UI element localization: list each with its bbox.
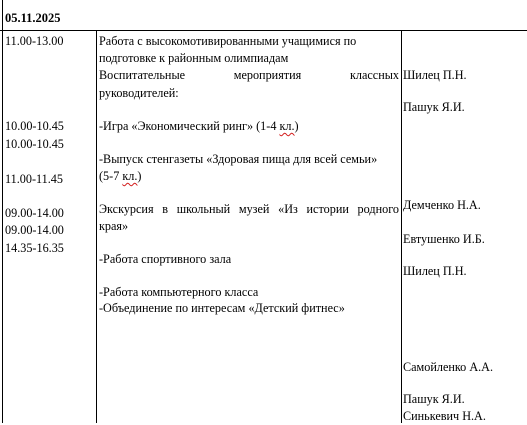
time-slot: 10.00-10.45 <box>5 119 64 133</box>
responsible-person: Демченко Н.А. <box>403 198 481 212</box>
event-olympiad-line2: подготовке к районным олимпиадам <box>99 51 289 65</box>
event-educational-line2: руководителей: <box>99 86 179 100</box>
time-slot: 09.00-14.00 <box>5 206 64 220</box>
closing-paren: ) <box>137 169 142 183</box>
time-slot: 09.00-14.00 <box>5 223 64 237</box>
event-computer-class: -Работа компьютерного класса <box>99 285 259 299</box>
event-fitness-club: -Объединение по интересам «Детский фитнес» <box>99 301 345 315</box>
event-gym: -Работа спортивного зала <box>99 252 232 266</box>
column-divider-person <box>401 31 402 423</box>
event-economic-game-text: -Игра «Экономический ринг» (1-4 <box>99 119 280 133</box>
responsible-person: Шилец П.Н. <box>403 68 467 82</box>
time-slot: 11.00-11.45 <box>5 172 63 186</box>
class-abbreviation: кл. <box>279 119 295 133</box>
closing-paren: ) <box>294 119 299 133</box>
event-olympiad-line1: Работа с высокомотивированными учащимися по <box>99 34 357 48</box>
responsible-person: Евтушенко И.Б. <box>403 232 485 246</box>
time-slot: 14.35-16.35 <box>5 241 64 255</box>
event-educational-line1: Воспитательные мероприятия классных <box>99 68 399 82</box>
time-slot: 11.00-13.00 <box>5 34 64 48</box>
event-museum-tour-line2: края» <box>99 219 129 233</box>
date-heading: 05.11.2025 <box>5 11 61 25</box>
column-divider-time <box>96 31 97 423</box>
table-border-left <box>2 0 3 423</box>
responsible-person: Самойленко А.А. <box>403 360 494 374</box>
header-row-divider <box>0 30 527 31</box>
time-slot: 10.00-10.45 <box>5 137 64 151</box>
class-abbreviation: кл. <box>122 169 138 183</box>
event-museum-tour-line1: Экскурсия в школьный музей «Из истории родного <box>99 202 399 216</box>
event-newspaper-grades: (5-7 <box>99 169 123 183</box>
responsible-person: Пашук Я.И. <box>403 392 465 406</box>
responsible-person: Шилец П.Н. <box>403 264 467 278</box>
event-newspaper-line1: -Выпуск стенгазеты «Здоровая пища для всей семьи» <box>99 152 378 166</box>
responsible-person: Пашук Я.И. <box>403 100 465 114</box>
event-newspaper-line2 <box>99 168 141 185</box>
event-economic-game <box>99 118 299 135</box>
responsible-person: Синькевич Н.А. <box>403 409 486 423</box>
